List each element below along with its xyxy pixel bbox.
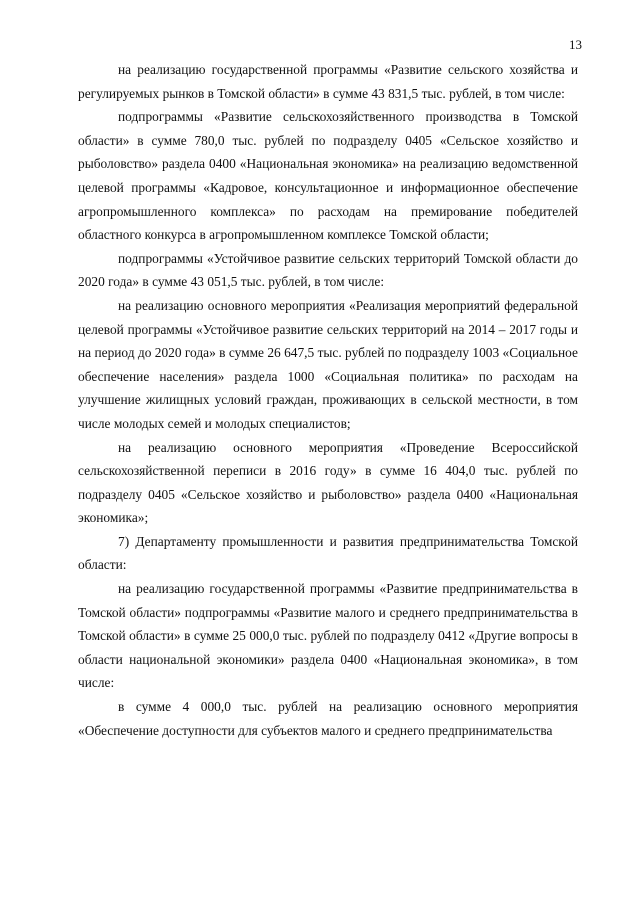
paragraph-main-activity-accessibility: в сумме 4 000,0 тыс. рублей на реализацию основного мероприятия «Обеспечение доступности для субъектов малого и среднего предпринимательства bbox=[78, 699, 578, 738]
paragraph-federal-target-program: на реализацию основного мероприятия «Реализация мероприятий федеральной целевой программы «Устойчивое развитие сельских территорий на 2014 – 2017 годы и на период до 2020 года» в сумме 26 647,5 тыс. рублей по подразделу 1003 «Социальное обеспечение населения» раздела 1000 «Социальная политика» по расходам на улучшение жилищных условий граждан, проживающих в сельской местности, в том числе молодых семей и молодых специалистов; bbox=[78, 297, 578, 431]
paragraph-state-program-entrepreneurship: на реализацию государственной программы «Развитие предпринимательства в Томской области» подпрограммы «Развитие малого и среднего предпринимательства в Томской области» в сумме 25 000,0 тыс. рублей по подразделу 0412 «Другие вопросы в области национальной экономики» раздела 0400 «Национальная экономика», в том числе: bbox=[78, 581, 578, 691]
paragraph-state-program-agriculture: на реализацию государственной программы «Развитие сельского хозяйства и регулируемых рынков в Томской области» в сумме 43 831,5 тыс. рублей, в том числе: bbox=[78, 62, 578, 101]
page-number: 13 bbox=[569, 37, 582, 52]
paragraph-subprogram-agri-production: подпрограммы «Развитие сельскохозяйственного производства в Томской области» в сумме 780,0 тыс. рублей по подразделу 0405 «Сельское хозяйство и рыболовство» раздела 0400 «Национальная экономика» на реализацию ведомственной целевой программы «Кадровое, консультационное и информационное обеспечение агропромышленного комплекса» по расходам на премирование победителей областного конкурса в агропромышленном комплексе Томской области; bbox=[78, 109, 578, 243]
paragraph-agricultural-census: на реализацию основного мероприятия «Проведение Всероссийской сельскохозяйственной переписи в 2016 году» в сумме 16 404,0 тыс. рублей по подразделу 0405 «Сельское хозяйство и рыболовство» раздела 0400 «Национальная экономика»; bbox=[78, 439, 578, 526]
paragraph-department-industry: 7) Департаменту промышленности и развития предпринимательства Томской области: bbox=[78, 533, 578, 573]
paragraph-subprogram-rural-territories: подпрограммы «Устойчивое развитие сельских территорий Томской области до 2020 года» в сумме 43 051,5 тыс. рублей, в том числе: bbox=[78, 250, 578, 290]
document-body bbox=[78, 58, 578, 742]
